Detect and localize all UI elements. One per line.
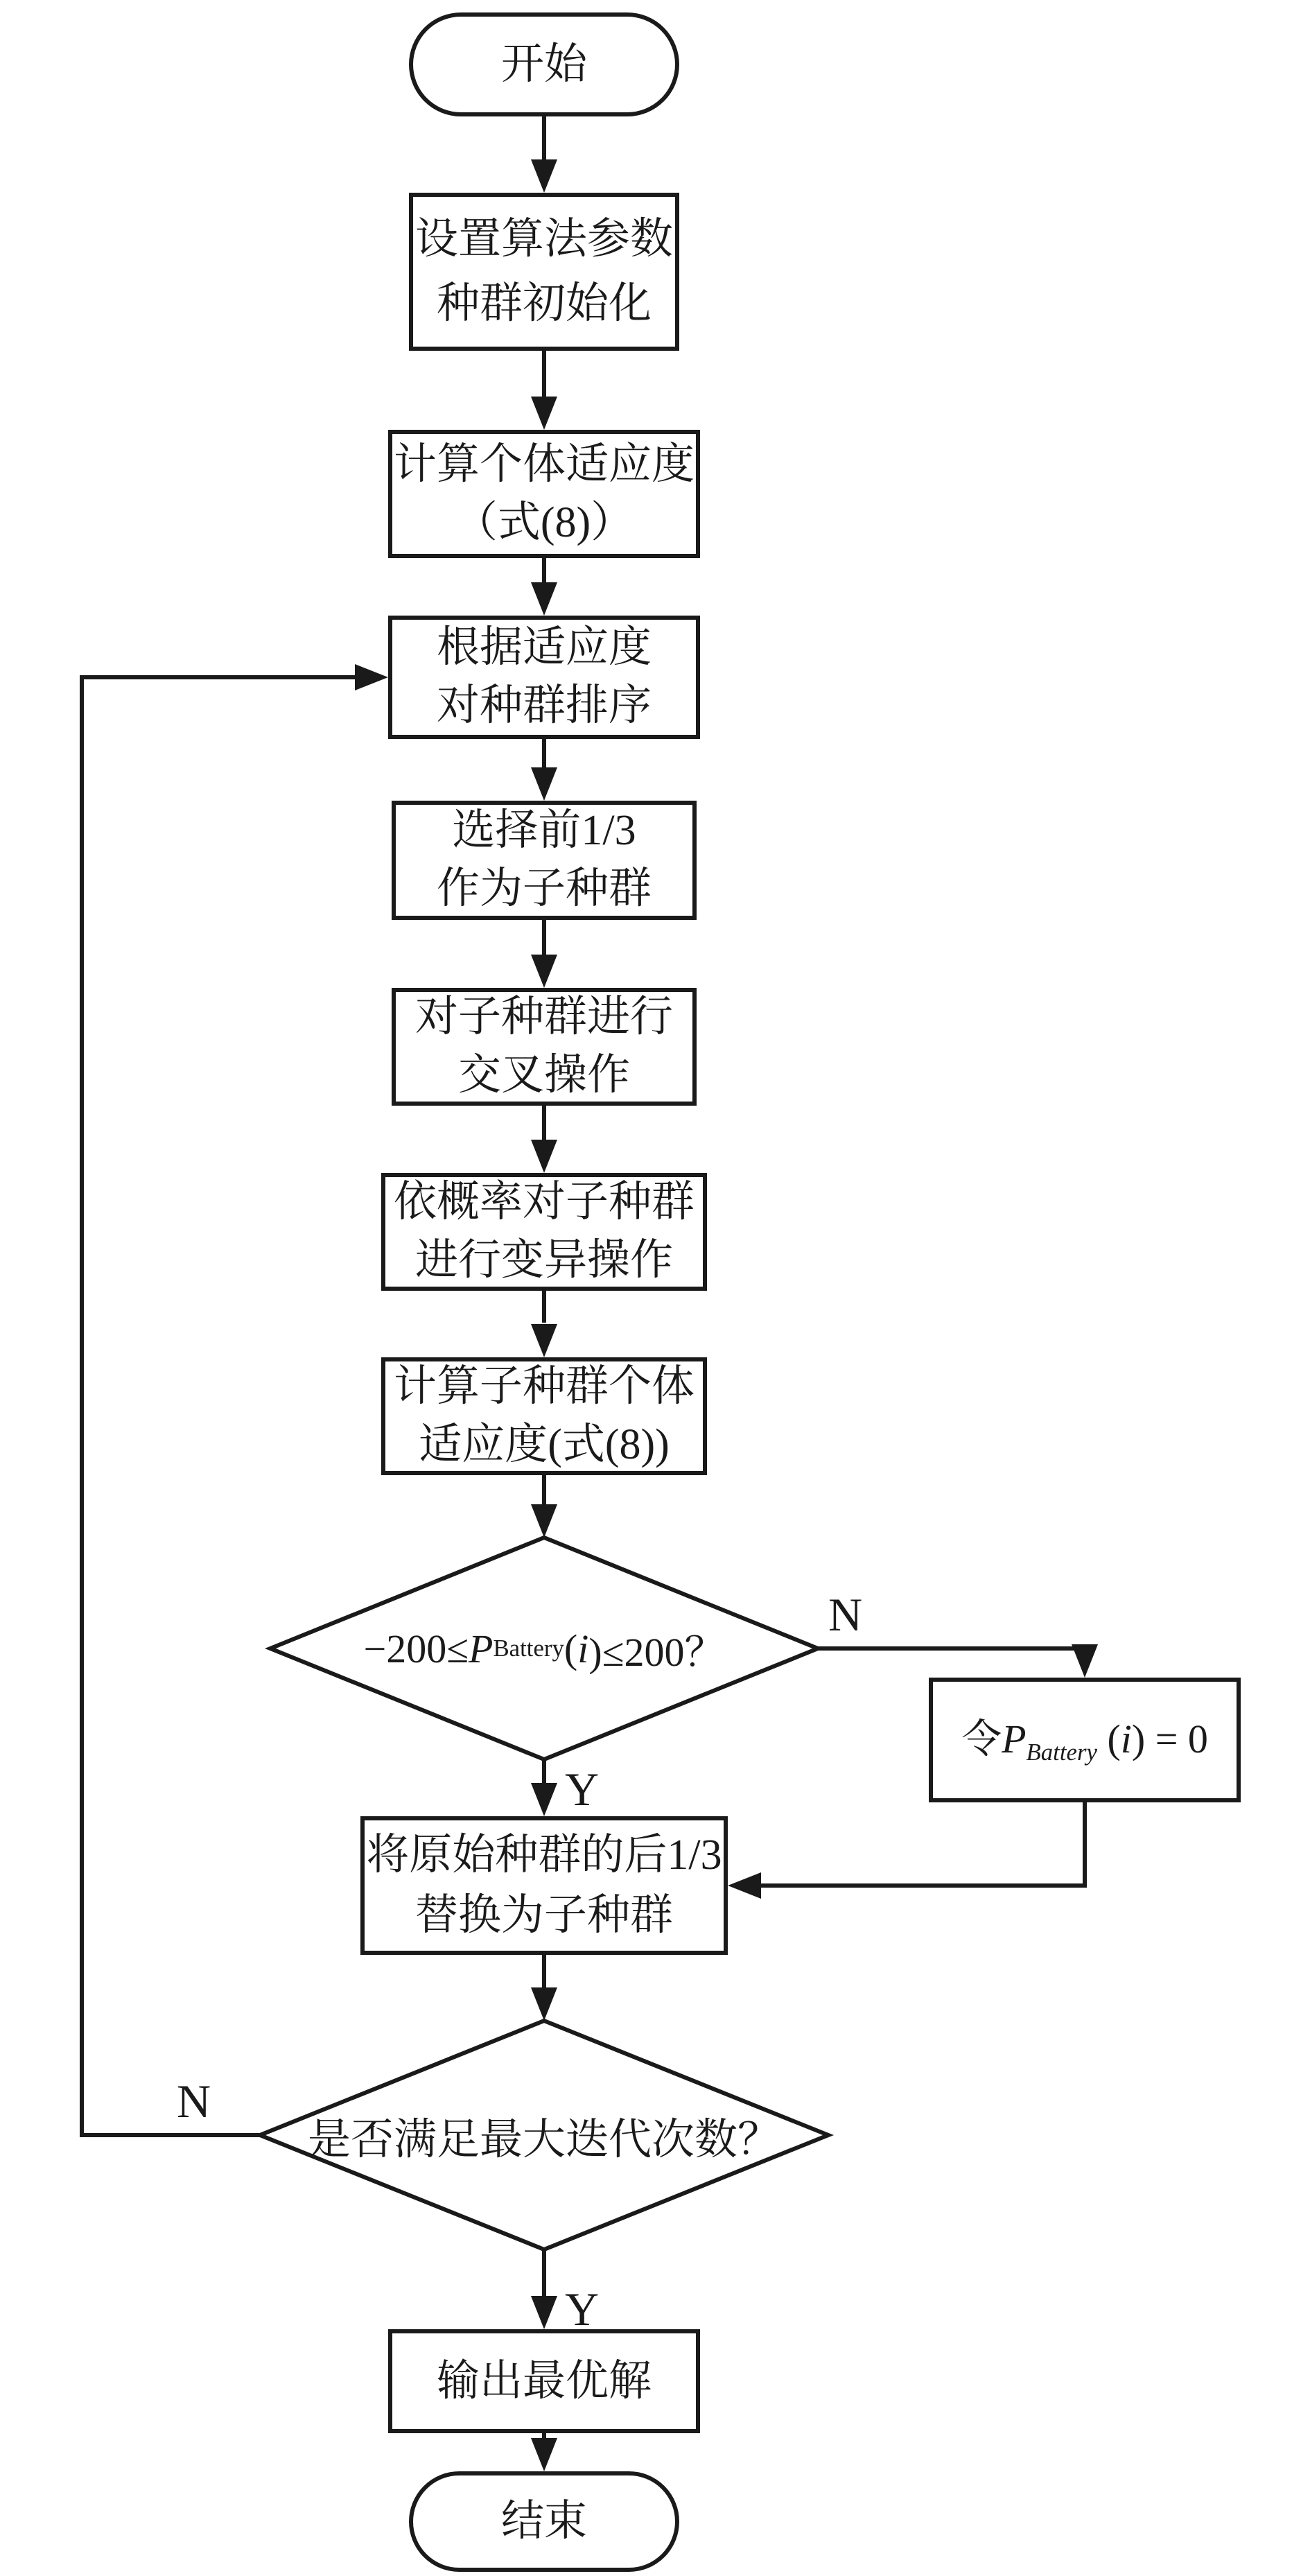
end-label: 结束: [500, 2498, 587, 2545]
edge-itercheck-no: [82, 677, 358, 2135]
process-line: 对子种群进行: [414, 993, 673, 1041]
process-init-population: [409, 193, 679, 351]
arrowhead: [531, 159, 557, 193]
process-line: （式(8)）: [454, 498, 634, 546]
process-line: 将原始种群的后1/3: [366, 1831, 722, 1879]
formula-segment: 令: [961, 1716, 1002, 1762]
process-line: 作为子种群: [436, 865, 652, 912]
process-subpop-fitness: [381, 1357, 707, 1475]
start-label: 开始: [500, 40, 587, 88]
process-output-best: [388, 2329, 700, 2433]
arrowhead: [531, 1324, 557, 1357]
end-terminator: [409, 2471, 679, 2572]
formula-segment: −200≤: [363, 1626, 469, 1671]
process-compute-fitness: [388, 430, 700, 558]
decision-max-iterations-label: 是否满足最大迭代次数？: [307, 2116, 780, 2164]
process-line: 替换为子种群: [414, 1892, 673, 1939]
process-line: 种群初始化: [436, 280, 652, 327]
start-terminator: [409, 12, 679, 116]
formula-segment: P: [469, 1626, 494, 1671]
process-line: 对种群排序: [436, 682, 652, 729]
branch-label-iter-no: N: [177, 2075, 211, 2127]
process-line: 设置算法参数: [414, 216, 673, 263]
process-line: 输出最优解: [436, 2357, 652, 2405]
process-line: 根据适应度: [436, 624, 652, 672]
formula-segment: (: [564, 1626, 578, 1671]
edge-setzero-to-replace: [758, 1802, 1085, 1886]
arrowhead: [1072, 1644, 1098, 1678]
decision-battery-range-label: [291, 1607, 797, 1690]
formula-segment: (: [1097, 1716, 1121, 1762]
formula-segment: i: [577, 1626, 589, 1671]
process-line: 进行变异操作: [414, 1237, 673, 1284]
process-line: 选择前1/3: [452, 807, 636, 855]
process-line: 依概率对子种群: [393, 1178, 695, 1226]
arrowhead: [531, 582, 557, 616]
arrowhead: [531, 397, 557, 430]
arrowhead: [728, 1872, 761, 1899]
arrowhead: [531, 767, 557, 801]
arrowhead: [531, 1140, 557, 1173]
formula-segment: ) = 0: [1131, 1716, 1208, 1762]
branch-label-battery-yes: Y: [565, 1763, 600, 1816]
branch-label-iter-yes: Y: [565, 2283, 600, 2335]
arrowhead: [531, 1987, 557, 2021]
process-line: 计算子种群个体: [393, 1363, 695, 1411]
arrowhead: [531, 2296, 557, 2329]
formula-segment: Battery: [1026, 1739, 1097, 1766]
formula-segment: )≤200？: [588, 1630, 725, 1675]
formula-segment: P: [1002, 1716, 1027, 1762]
edge-batterycheck-no: [818, 1647, 1085, 1648]
process-mutation: [381, 1173, 707, 1291]
formula: [961, 1709, 1208, 1770]
process-set-battery-zero: [929, 1678, 1241, 1802]
process-select-third: [392, 801, 697, 920]
process-crossover: [392, 988, 697, 1106]
arrowhead: [531, 2438, 557, 2471]
process-sort-population: [388, 616, 700, 739]
formula-segment: Battery: [493, 1635, 564, 1662]
process-replace-third: [360, 1816, 728, 1955]
arrowhead: [531, 955, 557, 988]
process-line: 计算个体适应度: [393, 440, 695, 488]
arrowhead: [355, 664, 388, 690]
branch-label-battery-no: N: [828, 1588, 863, 1641]
arrowhead: [531, 1504, 557, 1538]
arrowhead: [531, 1783, 557, 1816]
process-line: 适应度(式(8)): [419, 1421, 670, 1468]
process-line: 交叉操作: [457, 1052, 630, 1099]
formula-segment: i: [1120, 1716, 1132, 1762]
